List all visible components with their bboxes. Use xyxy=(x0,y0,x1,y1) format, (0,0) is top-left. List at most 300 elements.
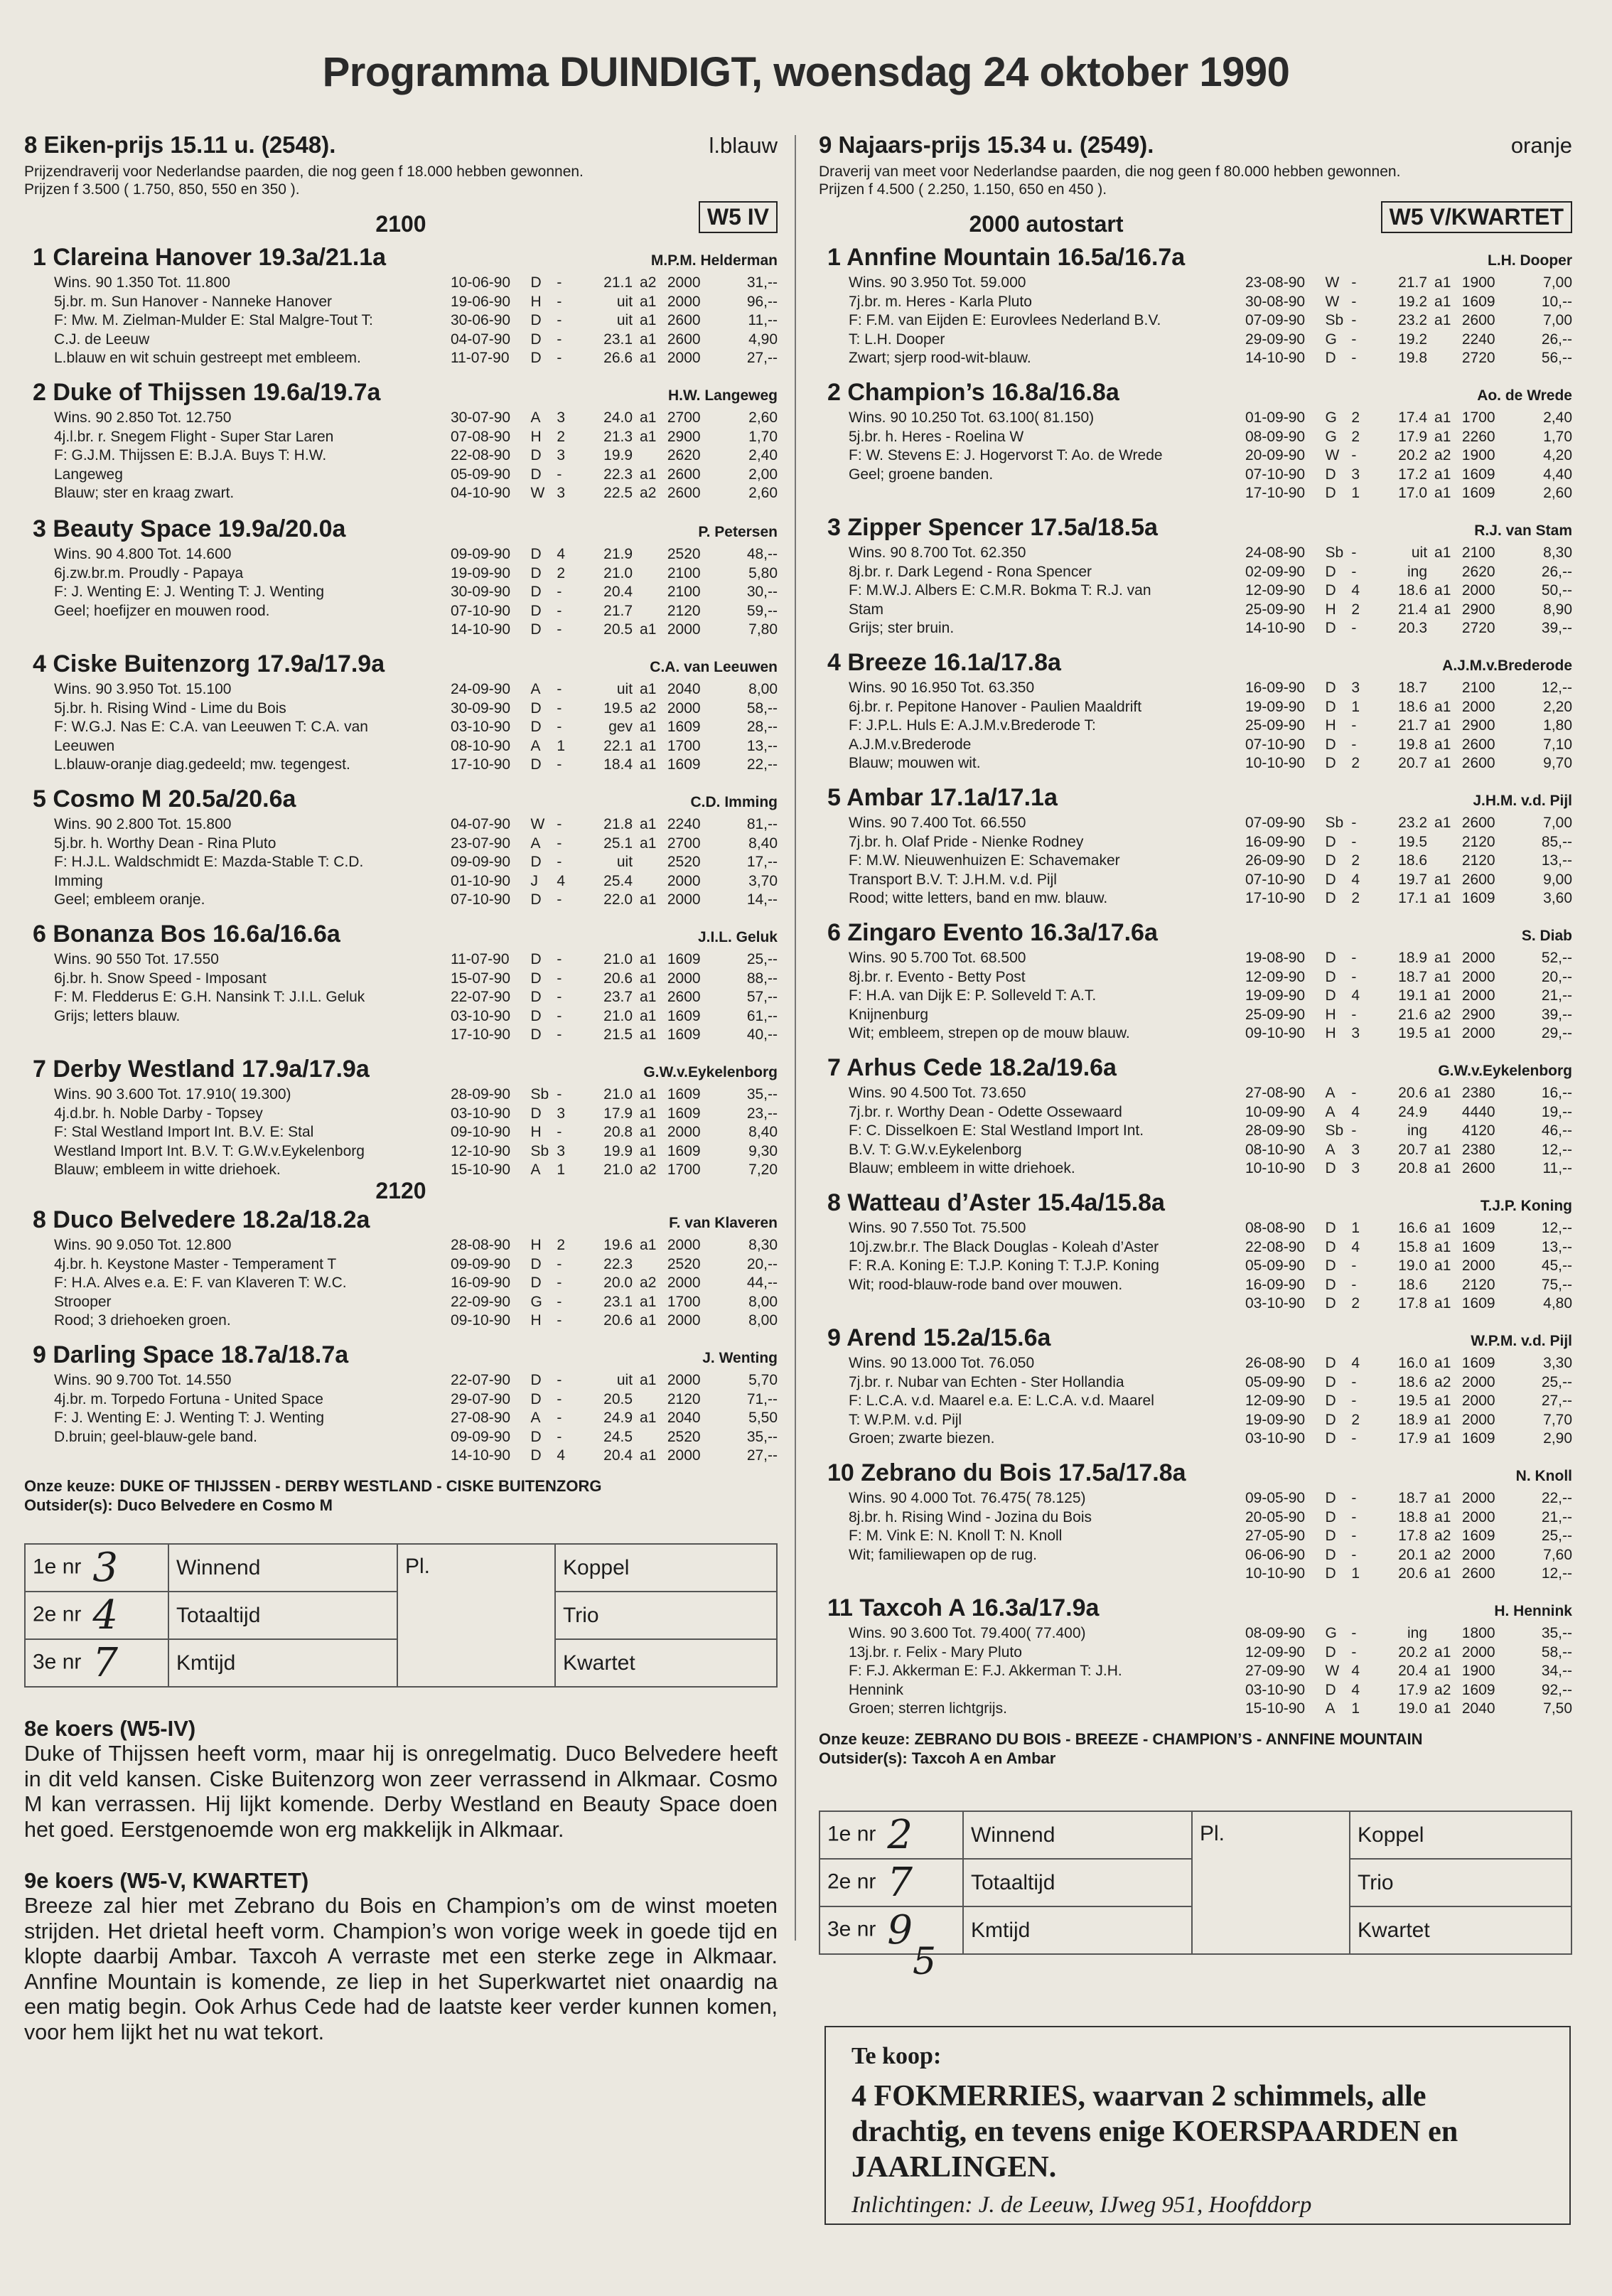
run-place: - xyxy=(1351,833,1357,850)
run-date: 30-09-90 xyxy=(451,699,511,717)
run-handicap: a1 xyxy=(1434,1430,1451,1447)
run-odds: 20,-- xyxy=(746,1255,778,1272)
run-handicap: a1 xyxy=(640,1026,657,1043)
run-odds: 7,50 xyxy=(1543,1700,1573,1717)
run-place: 3 xyxy=(557,1105,566,1122)
run-kmtime: ing xyxy=(1407,1625,1428,1641)
run-distance: 2000 xyxy=(1461,1490,1495,1506)
run-track: H xyxy=(530,293,542,310)
run-handicap: a1 xyxy=(1434,1257,1451,1274)
run-odds: 23,-- xyxy=(746,1105,778,1122)
past-run-row xyxy=(451,835,778,854)
race-8-column xyxy=(24,132,778,2045)
run-date: 19-09-90 xyxy=(1245,698,1306,715)
run-odds: 4,20 xyxy=(1543,447,1573,463)
run-handicap: a1 xyxy=(640,1007,657,1024)
run-place: - xyxy=(1351,1373,1357,1390)
run-kmtime: 18.6 xyxy=(1398,1276,1428,1293)
horse-entry xyxy=(819,1054,1572,1189)
run-handicap: a1 xyxy=(640,1086,657,1103)
horse-name: 10 Zebrano du Bois 17.5a/17.8a xyxy=(827,1459,1186,1486)
past-run-row xyxy=(1245,698,1572,717)
run-kmtime: 24.9 xyxy=(1398,1103,1428,1120)
result-row-label: 1e nr xyxy=(33,1555,82,1579)
race-9-title: 9 Najaars-prijs 15.34 u. (2549). xyxy=(819,132,1154,158)
run-distance: 1609 xyxy=(1461,890,1495,906)
horse-name: 9 Darling Space 18.7a/18.7a xyxy=(33,1341,349,1368)
run-track: D xyxy=(1325,1643,1336,1661)
horse-info-line: F: W.G.J. Nas E: C.A. van Leeuwen T: C.A. van xyxy=(54,719,368,735)
run-place: 2 xyxy=(557,1237,566,1253)
run-kmtime: 26.6 xyxy=(603,350,633,366)
run-kmtime: 23.7 xyxy=(603,989,633,1005)
run-kmtime: 19.5 xyxy=(1398,1393,1428,1409)
past-run-row xyxy=(1245,1411,1572,1430)
run-place: - xyxy=(1351,312,1357,328)
run-kmtime: 20.1 xyxy=(1398,1546,1428,1563)
run-place: - xyxy=(1351,563,1357,580)
run-place: - xyxy=(557,681,562,697)
run-date: 03-10-90 xyxy=(451,1007,511,1024)
past-run-row xyxy=(451,1105,778,1124)
horse-trainer: P. Petersen xyxy=(698,524,778,540)
run-handicap: a1 xyxy=(1434,815,1451,831)
run-distance: 2900 xyxy=(1461,601,1495,618)
run-date: 25-09-90 xyxy=(1245,717,1306,734)
run-track: H xyxy=(530,428,542,445)
horse-info xyxy=(54,815,438,910)
run-handicap: a1 xyxy=(1434,1085,1451,1101)
horse-past-runs xyxy=(1245,1219,1572,1314)
run-date: 27-05-90 xyxy=(1245,1528,1306,1544)
run-track: W xyxy=(530,816,545,832)
run-date: 14-10-90 xyxy=(451,1447,511,1464)
run-kmtime: 19.9 xyxy=(603,1142,633,1159)
horse-info-line: Grijs; letters blauw. xyxy=(54,1007,181,1024)
run-date: 22-08-90 xyxy=(1245,1238,1306,1255)
run-odds: 45,-- xyxy=(1541,1257,1573,1274)
horse-info-line: 5j.br. h. Heres - Roelina W xyxy=(849,428,1024,445)
run-kmtime: 20.2 xyxy=(1398,1643,1428,1661)
run-date: 15-10-90 xyxy=(1245,1700,1306,1717)
run-track: D xyxy=(530,854,542,870)
run-odds: 2,40 xyxy=(748,447,778,463)
past-run-row xyxy=(1245,1489,1572,1508)
run-date: 03-10-90 xyxy=(451,719,511,735)
run-kmtime: 19.2 xyxy=(1398,331,1428,348)
run-odds: 8,30 xyxy=(1543,545,1573,561)
run-place: - xyxy=(1351,815,1357,831)
horse-info-line: C.J. de Leeuw xyxy=(54,331,150,348)
run-odds: 25,-- xyxy=(1541,1373,1573,1390)
horse-trainer: J.I.L. Geluk xyxy=(697,929,778,945)
past-run-row xyxy=(1245,1257,1572,1276)
run-distance: 2000 xyxy=(667,1237,701,1253)
past-run-row xyxy=(451,274,778,293)
past-run-row xyxy=(1245,1662,1572,1681)
run-date: 09-09-90 xyxy=(451,1428,511,1445)
run-distance: 1700 xyxy=(667,1162,701,1178)
run-kmtime: 19.5 xyxy=(1398,1025,1428,1041)
horse-entry xyxy=(24,921,778,1056)
run-distance: 2000 xyxy=(1461,950,1495,966)
run-kmtime: 20.8 xyxy=(603,1124,633,1140)
horse-info-line: F: H.J.L. Waldschmidt E: Mazda-Stable T: C.D. xyxy=(54,854,364,870)
horse-info-line: F: H.A. van Dijk E: P. Solleveld T: A.T. xyxy=(849,987,1097,1004)
run-kmtime: 20.4 xyxy=(603,584,633,600)
sub-distance-heading: 2120 xyxy=(375,1178,426,1203)
run-track: Sb xyxy=(530,1142,549,1159)
run-track: D xyxy=(1325,1565,1336,1582)
past-run-row xyxy=(1245,949,1572,968)
run-odds: 2,00 xyxy=(748,466,778,483)
run-place: 3 xyxy=(1351,1141,1360,1158)
run-date: 07-09-90 xyxy=(1245,312,1306,328)
run-place: 1 xyxy=(1351,1700,1360,1717)
horse-info-line: Westland Import Int. B.V. T: G.W.v.Eykelenborg xyxy=(54,1142,365,1159)
run-distance: 2600 xyxy=(1461,312,1495,328)
run-distance: 2900 xyxy=(1461,717,1495,734)
run-place: - xyxy=(557,1390,562,1407)
run-odds: 85,-- xyxy=(1541,833,1573,850)
run-odds: 2,90 xyxy=(1543,1430,1573,1447)
horse-info xyxy=(849,1084,1232,1179)
run-distance: 2720 xyxy=(1461,350,1495,366)
past-run-row xyxy=(1245,852,1572,871)
run-kmtime: 21.8 xyxy=(603,816,633,832)
run-handicap: a1 xyxy=(1434,428,1451,445)
run-date: 27-08-90 xyxy=(1245,1085,1306,1101)
run-track: D xyxy=(1325,1508,1336,1525)
run-handicap: a1 xyxy=(1434,545,1451,561)
run-distance: 2100 xyxy=(1461,545,1495,561)
race-8-outsiders: Outsider(s): Duco Belvedere en Cosmo M xyxy=(24,1496,333,1514)
run-date: 22-07-90 xyxy=(451,1372,511,1388)
run-odds: 14,-- xyxy=(746,891,778,908)
run-place: 3 xyxy=(1351,466,1360,483)
past-run-row xyxy=(1245,1546,1572,1565)
run-date: 08-10-90 xyxy=(451,737,511,754)
run-track: D xyxy=(1325,466,1336,483)
run-odds: 7,00 xyxy=(1543,815,1573,831)
horse-name: 5 Ambar 17.1a/17.1a xyxy=(827,784,1058,811)
run-distance: 1609 xyxy=(667,719,701,735)
run-handicap xyxy=(1434,833,1462,852)
race-8-horses xyxy=(24,244,778,1476)
run-place: - xyxy=(557,312,562,328)
run-distance: 2520 xyxy=(667,546,701,562)
race-8-result-table xyxy=(24,1543,778,1688)
run-odds: 21,-- xyxy=(1541,987,1573,1004)
run-track: D xyxy=(1325,582,1336,599)
past-run-row xyxy=(451,988,778,1007)
run-place: - xyxy=(1351,1508,1357,1525)
run-kmtime: 21.7 xyxy=(603,602,633,619)
run-track: D xyxy=(1325,1490,1336,1506)
run-place: 1 xyxy=(557,737,566,754)
run-track: D xyxy=(530,331,542,348)
run-place: 3 xyxy=(1351,1160,1360,1176)
horse-trainer: M.P.M. Helderman xyxy=(650,252,778,269)
run-place: 4 xyxy=(1351,871,1360,888)
run-handicap xyxy=(640,446,667,466)
horse-name: 2 Champion’s 16.8a/16.8a xyxy=(827,379,1119,406)
run-handicap: a1 xyxy=(1434,466,1451,483)
horse-info-line: Geel; hoefijzer en mouwen rood. xyxy=(54,602,270,619)
run-track: D xyxy=(1325,1257,1336,1274)
run-kmtime: 17.9 xyxy=(1398,1430,1428,1447)
race-9-color: oranje xyxy=(1510,133,1572,158)
horse-info-line: Wins. 90 16.950 Tot. 63.350 xyxy=(849,680,1035,696)
horse-info-line: 4j.d.br. h. Noble Darby - Topsey xyxy=(54,1105,263,1122)
race-8-prizes: Prijzen f 3.500 ( 1.750, 850, 550 en 350 ). xyxy=(24,181,300,198)
horse-info-line: Zwart; sjerp rood-wit-blauw. xyxy=(849,350,1031,366)
run-handicap: a1 xyxy=(640,466,657,483)
run-kmtime: 20.8 xyxy=(1398,1160,1428,1176)
run-track: Sb xyxy=(1325,1122,1344,1139)
run-date: 26-08-90 xyxy=(1245,1355,1306,1371)
past-run-row xyxy=(451,446,778,466)
run-distance: 2000 xyxy=(667,350,701,366)
run-date: 04-07-90 xyxy=(451,331,511,348)
horse-info-line: F: F.J. Akkerman E: F.J. Akkerman T: J.H. xyxy=(849,1663,1122,1679)
run-kmtime: 20.6 xyxy=(1398,1085,1428,1101)
run-odds: 5,80 xyxy=(748,564,778,581)
run-kmtime: uit xyxy=(616,1372,633,1388)
run-place: - xyxy=(557,989,562,1005)
run-handicap: a1 xyxy=(1434,1025,1451,1041)
run-odds: 12,-- xyxy=(1541,680,1573,696)
horse-info-line: Wins. 90 3.950 Tot. 15.100 xyxy=(54,681,232,697)
run-date: 09-09-90 xyxy=(451,1255,511,1272)
run-kmtime: 18.6 xyxy=(1398,1373,1428,1390)
run-odds: 11,-- xyxy=(748,312,778,328)
run-place: - xyxy=(1351,1528,1357,1544)
result-row-label: 1e nr xyxy=(827,1822,876,1846)
run-kmtime: 19.6 xyxy=(603,1237,633,1253)
run-track: D xyxy=(530,350,542,366)
run-kmtime: 25.4 xyxy=(603,872,633,889)
horse-info-line: F: L.C.A. v.d. Maarel e.a. E: L.C.A. v.d. Maarel xyxy=(849,1393,1154,1409)
run-distance: 2600 xyxy=(1461,736,1495,753)
run-distance: 2000 xyxy=(1461,1393,1495,1409)
run-odds: 35,-- xyxy=(746,1428,778,1445)
run-distance: 1609 xyxy=(667,951,701,967)
horse-entry xyxy=(819,649,1572,784)
run-handicap: a1 xyxy=(1434,717,1451,734)
run-kmtime: 19.8 xyxy=(1398,736,1428,753)
run-odds: 25,-- xyxy=(746,951,778,967)
run-date: 05-09-90 xyxy=(1245,1257,1306,1274)
run-handicap: a1 xyxy=(1434,274,1451,291)
run-odds: 2,60 xyxy=(748,485,778,501)
run-track: A xyxy=(530,409,541,426)
run-distance: 2000 xyxy=(667,891,701,908)
run-kmtime: 19.8 xyxy=(1398,350,1428,366)
run-odds: 1,80 xyxy=(1543,717,1573,734)
past-run-row xyxy=(1245,1276,1572,1295)
horse-info-line: 7j.br. h. Olaf Pride - Nienke Rodney xyxy=(849,833,1084,850)
horse-past-runs xyxy=(1245,1489,1572,1584)
horse-info-line: Wins. 90 550 Tot. 17.550 xyxy=(54,951,219,967)
run-place: - xyxy=(1351,1085,1357,1101)
run-date: 09-09-90 xyxy=(451,854,511,870)
horse-info xyxy=(849,1489,1232,1565)
run-kmtime: 18.6 xyxy=(1398,852,1428,869)
run-odds: 26,-- xyxy=(1541,331,1573,348)
run-odds: 27,-- xyxy=(1541,1393,1573,1409)
run-place: - xyxy=(557,293,562,310)
run-track: D xyxy=(1325,833,1336,850)
run-handicap: a1 xyxy=(1434,1160,1451,1176)
horse-info xyxy=(849,409,1232,484)
run-place: 3 xyxy=(1351,680,1360,696)
result-label: Pl. xyxy=(397,1544,555,1687)
run-track: A xyxy=(1325,1103,1336,1120)
horse-info-line: Wins. 90 8.700 Tot. 62.350 xyxy=(849,545,1026,561)
horse-info xyxy=(849,1219,1232,1294)
run-distance: 1900 xyxy=(1461,447,1495,463)
run-track: D xyxy=(530,447,542,463)
run-track: D xyxy=(1325,698,1336,715)
run-track: W xyxy=(1325,293,1340,310)
run-date: 07-08-90 xyxy=(451,428,511,445)
past-run-row xyxy=(1245,544,1572,563)
run-place: - xyxy=(557,854,562,870)
run-place: - xyxy=(1351,331,1357,348)
run-kmtime: 21.0 xyxy=(603,1007,633,1024)
run-place: - xyxy=(557,1410,562,1426)
run-track: D xyxy=(530,719,542,735)
horse-info-line: Wins. 90 2.850 Tot. 12.750 xyxy=(54,409,232,426)
run-track: D xyxy=(530,989,542,1005)
race-9-keuze: Onze keuze: ZEBRANO DU BOIS - BREEZE - CHAMPION’S - ANNFINE MOUNTAIN xyxy=(819,1730,1423,1748)
run-odds: 35,-- xyxy=(746,1086,778,1103)
run-distance: 4440 xyxy=(1461,1103,1495,1120)
run-date: 10-06-90 xyxy=(451,274,511,291)
run-place: 3 xyxy=(557,409,566,426)
run-distance: 2000 xyxy=(1461,1546,1495,1563)
run-track: A xyxy=(1325,1085,1336,1101)
run-date: 14-10-90 xyxy=(1245,350,1306,366)
run-distance: 1609 xyxy=(1461,1238,1495,1255)
run-distance: 2600 xyxy=(667,989,701,1005)
past-run-row xyxy=(451,349,778,368)
run-track: H xyxy=(1325,1025,1336,1041)
run-handicap: a2 xyxy=(1434,1373,1451,1390)
horse-trainer: G.W.v.Eykelenborg xyxy=(1438,1063,1572,1079)
run-track: H xyxy=(530,1124,542,1140)
past-run-row xyxy=(451,1311,778,1331)
past-run-row xyxy=(1245,833,1572,852)
run-handicap xyxy=(1434,1624,1462,1643)
run-date: 17-10-90 xyxy=(1245,890,1306,906)
run-track: D xyxy=(530,584,542,600)
horse-past-runs xyxy=(451,950,778,1045)
run-place: - xyxy=(557,1275,562,1291)
run-distance: 2120 xyxy=(1461,852,1495,869)
past-run-row xyxy=(451,1447,778,1466)
run-date: 20-05-90 xyxy=(1245,1508,1306,1525)
result-label: Kmtijd xyxy=(168,1639,397,1687)
run-place: 3 xyxy=(557,485,566,501)
past-run-row xyxy=(451,564,778,584)
horse-info-line: Wit; rood-blauw-rode band over mouwen. xyxy=(849,1276,1123,1293)
run-handicap: a2 xyxy=(1434,1006,1451,1023)
run-handicap: a1 xyxy=(640,350,657,366)
run-odds: 8,00 xyxy=(748,681,778,697)
run-kmtime: 22.1 xyxy=(603,737,633,754)
past-run-row xyxy=(451,621,778,640)
run-distance: 2000 xyxy=(667,970,701,987)
run-place: 1 xyxy=(1351,1565,1360,1582)
run-place: 4 xyxy=(1351,1681,1360,1698)
run-distance: 2000 xyxy=(1461,1643,1495,1661)
result-label: Totaaltijd xyxy=(168,1592,397,1639)
run-distance: 2000 xyxy=(1461,582,1495,599)
run-kmtime: 21.6 xyxy=(1398,1006,1428,1023)
run-track: D xyxy=(530,951,542,967)
past-run-row xyxy=(1245,1103,1572,1122)
run-kmtime: 18.7 xyxy=(1398,1490,1428,1506)
run-handicap: a1 xyxy=(640,428,657,445)
past-run-row xyxy=(1245,754,1572,773)
run-distance: 2720 xyxy=(1461,620,1495,636)
run-distance: 2120 xyxy=(1461,833,1495,850)
past-run-row xyxy=(451,718,778,737)
run-place: 4 xyxy=(1351,1238,1360,1255)
run-track: D xyxy=(530,1275,542,1291)
run-distance: 1609 xyxy=(1461,1528,1495,1544)
run-odds: 22,-- xyxy=(746,756,778,773)
horse-past-runs xyxy=(451,1236,778,1331)
past-run-row xyxy=(1245,1508,1572,1528)
run-distance: 2600 xyxy=(1461,871,1495,888)
run-distance: 2000 xyxy=(667,621,701,638)
run-distance: 1609 xyxy=(667,756,701,773)
run-place: 1 xyxy=(1351,485,1360,501)
horse-info-line: Wit; embleem, strepen op de mouw blauw. xyxy=(849,1025,1130,1041)
run-distance: 2000 xyxy=(1461,1373,1495,1390)
result-label: Totaaltijd xyxy=(963,1859,1192,1906)
run-handicap: a1 xyxy=(1434,312,1451,328)
run-odds: 50,-- xyxy=(1541,582,1573,599)
run-date: 10-10-90 xyxy=(1245,755,1306,771)
run-distance: 2000 xyxy=(667,872,701,889)
run-handicap: a1 xyxy=(1434,1141,1451,1158)
run-place: - xyxy=(1351,1257,1357,1274)
run-odds: 40,-- xyxy=(746,1026,778,1043)
run-place: - xyxy=(1351,968,1357,985)
horse-trainer: T.J.P. Koning xyxy=(1480,1198,1572,1214)
past-run-row xyxy=(1245,1084,1572,1103)
run-kmtime: 17.1 xyxy=(1398,890,1428,906)
run-distance: 1609 xyxy=(1461,1355,1495,1371)
horse-info-line: 13j.br. r. Felix - Mary Pluto xyxy=(849,1643,1022,1661)
result-label: Pl. xyxy=(1192,1811,1350,1954)
run-track: D xyxy=(530,756,542,773)
past-run-row xyxy=(451,1428,778,1447)
horse-info-line: Groen; zwarte biezen. xyxy=(849,1430,995,1447)
horse-name: 5 Cosmo M 20.5a/20.6a xyxy=(33,785,296,812)
run-distance: 1609 xyxy=(1461,1430,1495,1447)
past-run-row xyxy=(1245,871,1572,890)
past-run-row xyxy=(451,1274,778,1293)
past-run-row xyxy=(451,466,778,485)
horse-entry xyxy=(819,919,1572,1054)
run-date: 19-06-90 xyxy=(451,293,511,310)
run-odds: 34,-- xyxy=(1541,1663,1573,1679)
